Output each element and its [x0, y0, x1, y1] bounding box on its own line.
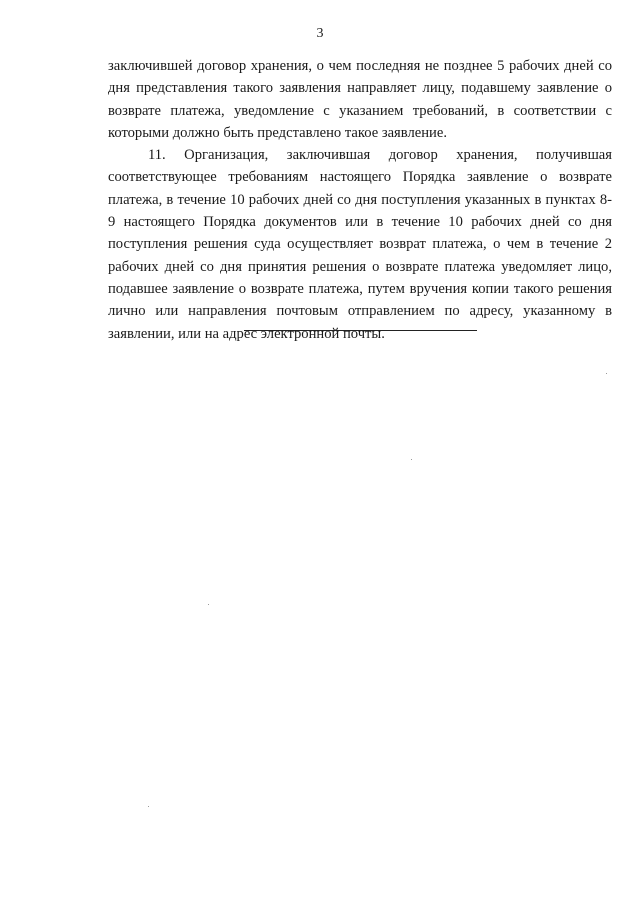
scan-speck	[606, 373, 607, 374]
paragraph-11: 11. Организация, заключившая договор хранения, получившая соответствующее требованиям настоящего Порядка заявление о возврате платежа, в течение 10 рабочих дней со дня поступления указанных в пунктах 8-9 настоящего Порядка документов или в течение 10 рабочих дней со дня поступления решения суда осуществляет возврат платежа, о чем в течение 2 рабочих дней со дня принятия решения о возврате платежа уведомляет лицо, подавшее заявление о возврате платежа, путем вручения копии такого решения лично или направления почтовым отправлением по адресу, указанному в заявлении, или на адрес электронной почты.	[108, 147, 612, 342]
page-number: 3	[316, 26, 324, 41]
document-body	[108, 55, 612, 345]
scan-speck	[411, 459, 412, 460]
scan-speck	[208, 604, 209, 605]
end-separator-line	[244, 330, 477, 331]
scan-speck	[148, 806, 149, 807]
paragraph-continued: заключившей договор хранения, о чем последняя не позднее 5 рабочих дней со дня представления такого заявления направляет лицу, подавшему заявление о возврате платежа, уведомление с указанием требований, в соответствии с которыми должно быть представлено такое заявление.	[108, 58, 612, 141]
